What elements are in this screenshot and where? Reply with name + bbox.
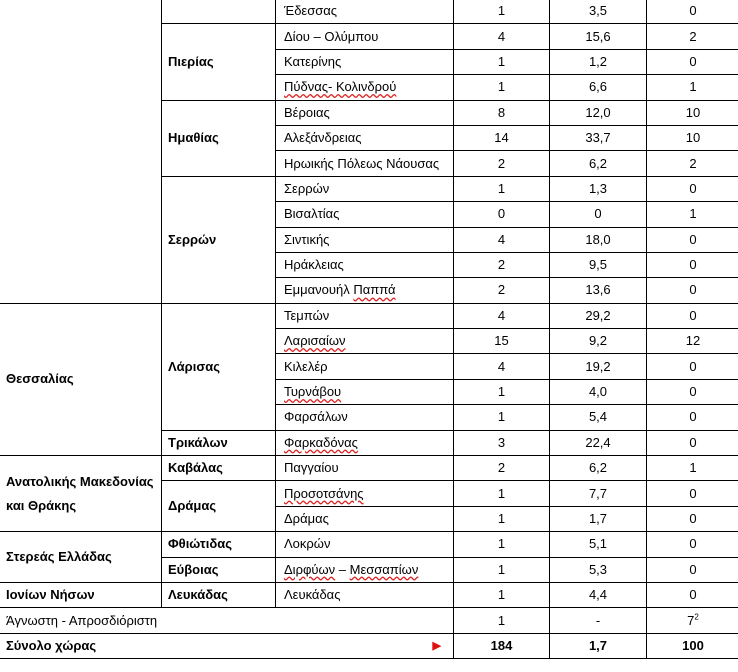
value-cell: 12 [647,329,738,354]
value-cell: 0 [647,557,738,582]
rate-cell: 5,1 [550,532,647,557]
value-cell: 0 [647,354,738,379]
rate-cell: 4,0 [550,379,647,404]
count-cell: 1 [454,75,550,100]
count-cell: 2 [454,456,550,481]
prefecture-cell: Δράμας [162,481,276,532]
unknown-row [0,608,738,633]
count-cell: 1 [454,0,550,24]
value-cell: 0 [647,506,738,531]
value-cell: 0 [647,481,738,506]
rate-cell: 33,7 [550,125,647,150]
count-cell: 1 [454,49,550,74]
prefecture-cell: Λάρισας [162,303,276,430]
value-cell: 0 [647,278,738,303]
rate-cell: 6,6 [550,75,647,100]
prefecture-cell: Ημαθίας [162,100,276,176]
region-cell: Θεσσαλίας [0,303,162,455]
municipality-cell: Διρφύων – Μεσσαπίων [276,557,454,582]
total-label: Σύνολο χώρας ▶ [0,633,454,658]
count-cell: 1 [454,557,550,582]
municipality-cell: Τεμπών [276,303,454,328]
municipality-cell: Ηρωικής Πόλεως Νάουσας [276,151,454,176]
rate-cell: 5,3 [550,557,647,582]
rate-cell: 1,3 [550,176,647,201]
count-cell: 1 [454,405,550,430]
municipality-cell: Κατερίνης [276,49,454,74]
municipality-cell: Κιλελέρ [276,354,454,379]
rate-cell: 0 [550,202,647,227]
value-cell: 0 [647,227,738,252]
value-cell: 0 [647,430,738,455]
municipality-cell: Σιντικής [276,227,454,252]
count-cell: 1 [454,379,550,404]
municipality-cell: Πύδνας- Κολινδρού [276,75,454,100]
count-cell: 15 [454,329,550,354]
table-row [0,303,738,328]
count-cell: 4 [454,227,550,252]
rate-cell: 15,6 [550,24,647,49]
rate-cell: 3,5 [550,0,647,24]
total-count: 184 [454,633,550,658]
count-cell: 2 [454,252,550,277]
count-cell: 3 [454,430,550,455]
rate-cell: 29,2 [550,303,647,328]
count-cell: 1 [454,506,550,531]
region-cell: Ανατολικής Μακεδονίας και Θράκης [0,456,162,532]
value-cell: 0 [647,303,738,328]
footnote-marker: 2 [694,612,699,622]
municipality-cell: Φαρκαδόνας [276,430,454,455]
rate-cell: 9,5 [550,252,647,277]
table-row [0,0,738,24]
red-triangle-icon: ▶ [432,639,441,652]
prefecture-cell [162,0,276,24]
municipality-cell: Λευκάδας [276,582,454,607]
rate-cell: 7,7 [550,481,647,506]
table-row [0,532,738,557]
value-cell: 0 [647,49,738,74]
value-cell: 2 [647,151,738,176]
municipality-cell: Τυρνάβου [276,379,454,404]
municipality-cell: Λαρισαίων [276,329,454,354]
count-cell: 14 [454,125,550,150]
rate-cell: 12,0 [550,100,647,125]
municipality-cell: Ηράκλειας [276,252,454,277]
value-cell: 0 [647,405,738,430]
value-cell: 10 [647,125,738,150]
total-row [0,633,738,658]
count-cell: 1 [454,582,550,607]
rate-cell: 6,2 [550,151,647,176]
total-rate: 1,7 [550,633,647,658]
unknown-value: $7^2$ [647,608,738,633]
municipality-cell: Βισαλτίας [276,202,454,227]
municipality-cell: Δίου – Ολύμπου [276,24,454,49]
unknown-label: Άγνωστη - Απροσδιόριστη [0,608,454,633]
municipality-cell: Σερρών [276,176,454,201]
municipality-cell: Δράμας [276,506,454,531]
rate-cell: 6,2 [550,456,647,481]
count-cell: 4 [454,354,550,379]
municipality-cell: Λοκρών [276,532,454,557]
municipality-cell: Αλεξάνδρειας [276,125,454,150]
municipality-cell: Εμμανουήλ Παππά [276,278,454,303]
count-cell: 4 [454,303,550,328]
municipality-cell: Βέροιας [276,100,454,125]
rate-cell: 1,7 [550,506,647,531]
municipality-cell: Φαρσάλων [276,405,454,430]
prefecture-cell: Λευκάδας [162,582,276,607]
table-row [0,456,738,481]
prefecture-cell: Τρικάλων [162,430,276,455]
value-cell: 0 [647,0,738,24]
rate-cell: 9,2 [550,329,647,354]
count-cell: 4 [454,24,550,49]
region-cell [0,0,162,303]
value-cell: 2 [647,24,738,49]
unknown-count: 1 [454,608,550,633]
unknown-rate: - [550,608,647,633]
prefecture-cell: Σερρών [162,176,276,303]
prefecture-cell: Πιερίας [162,24,276,100]
value-cell: 10 [647,100,738,125]
rate-cell: 5,4 [550,405,647,430]
municipality-cell: Παγγαίου [276,456,454,481]
value-cell: 0 [647,379,738,404]
prefecture-cell: Καβάλας [162,456,276,481]
value-cell: 0 [647,582,738,607]
rate-cell: 19,2 [550,354,647,379]
municipality-cell: Έδεσσας [276,0,454,24]
value-cell: 0 [647,252,738,277]
count-cell: 2 [454,151,550,176]
rate-cell: 22,4 [550,430,647,455]
value-cell: 1 [647,202,738,227]
count-cell: 0 [454,202,550,227]
table-row [0,582,738,607]
count-cell: 1 [454,481,550,506]
count-cell: 8 [454,100,550,125]
value-cell: 0 [647,532,738,557]
region-cell: Στερεάς Ελλάδας [0,532,162,583]
value-cell: 0 [647,176,738,201]
total-value: 100 [647,633,738,658]
prefecture-cell: Εύβοιας [162,557,276,582]
count-cell: 1 [454,176,550,201]
prefecture-cell: Φθιώτιδας [162,532,276,557]
rate-cell: 4,4 [550,582,647,607]
rate-cell: 13,6 [550,278,647,303]
count-cell: 1 [454,532,550,557]
region-cell: Ιονίων Νήσων [0,582,162,607]
value-cell: 1 [647,75,738,100]
municipality-cell: Προσοτσάνης [276,481,454,506]
count-cell: 2 [454,278,550,303]
value-cell: 1 [647,456,738,481]
rate-cell: 18,0 [550,227,647,252]
rate-cell: 1,2 [550,49,647,74]
